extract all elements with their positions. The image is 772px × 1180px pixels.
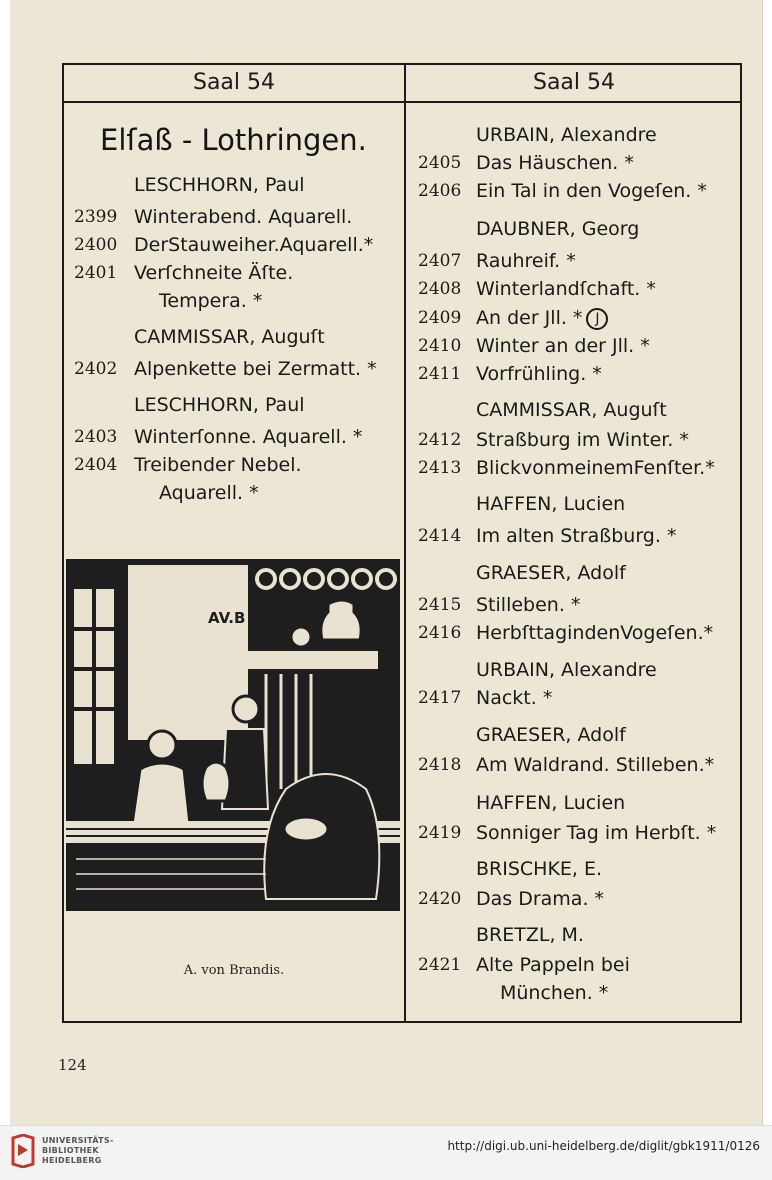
jury-stamp-icon: J	[586, 308, 608, 330]
catalog-number: 2417	[418, 688, 462, 708]
woodcut-monogram: AV.B	[208, 609, 246, 627]
artwork-title: Das Häuschen. *	[476, 152, 634, 174]
artist-name: LESCHHORN, Paul	[134, 174, 305, 196]
catalog-number: 2419	[418, 823, 462, 843]
artwork-title: Tempera. *	[159, 290, 263, 312]
library-logo-text: UNIVERSITÄTS- BIBLIOTHEK HEIDELBERG	[42, 1136, 114, 1165]
artist-name: HAFFEN, Lucien	[476, 493, 626, 515]
catalog-number: 2407	[418, 251, 462, 271]
artwork-title: Treibender Nebel.	[134, 454, 302, 476]
artwork-title: An der Jll. * J	[476, 306, 608, 330]
artist-name: HAFFEN, Lucien	[476, 792, 626, 814]
artist-name: LESCHHORN, Paul	[134, 394, 305, 416]
woodcut-illustration	[66, 559, 400, 911]
artist-name: URBAIN, Alexandre	[476, 124, 657, 146]
artwork-title: Aquarell. *	[159, 482, 259, 504]
page-frame	[62, 63, 742, 1023]
artwork-title: Stilleben. *	[476, 594, 581, 616]
catalog-number: 2401	[74, 263, 118, 283]
header-rule	[64, 101, 740, 103]
right-column-header: Saal 54	[532, 70, 616, 95]
artwork-title: Verſchneite Äſte.	[134, 262, 294, 284]
catalog-number: 2415	[418, 595, 462, 615]
library-logo-icon	[10, 1134, 36, 1168]
catalog-number: 2402	[74, 359, 118, 379]
artwork-title: Winterlandſchaft. *	[476, 278, 656, 300]
catalog-number: 2404	[74, 455, 118, 475]
artist-name: CAMMISSAR, Auguſt	[476, 399, 667, 421]
source-url-link[interactable]: http://digi.ub.uni-heidelberg.de/diglit/gbk1911/0126	[447, 1139, 760, 1153]
catalog-number: 2410	[418, 336, 462, 356]
catalog-number: 2400	[74, 235, 118, 255]
artwork-title: BlickvonmeinemFenſter.*	[476, 457, 715, 479]
page-number: 124	[58, 1056, 87, 1074]
catalog-number: 2413	[418, 458, 462, 478]
catalog-number: 2416	[418, 623, 462, 643]
artist-name: URBAIN, Alexandre	[476, 659, 657, 681]
catalog-number: 2418	[418, 755, 462, 775]
catalog-number: 2412	[418, 430, 462, 450]
artwork-title: HerbſttagindenVogeſen.*	[476, 622, 714, 644]
artist-name: CAMMISSAR, Auguſt	[134, 326, 325, 348]
artwork-title: München. *	[500, 982, 609, 1004]
artwork-title: Winter an der Jll. *	[476, 335, 650, 357]
catalog-number: 2406	[418, 181, 462, 201]
catalog-number: 2421	[418, 955, 462, 975]
catalog-number: 2399	[74, 207, 118, 227]
artist-name: BRETZL, M.	[476, 924, 584, 946]
catalog-page	[10, 0, 763, 1125]
catalog-number: 2409	[418, 308, 462, 328]
artwork-title: Am Waldrand. Stilleben.*	[476, 754, 715, 776]
artwork-title: Winterabend. Aquarell.	[134, 206, 353, 228]
artist-name: GRAESER, Adolf	[476, 724, 626, 746]
artwork-title: Straßburg im Winter. *	[476, 429, 689, 451]
left-column-header: Saal 54	[192, 70, 276, 95]
artwork-title: Winterſonne. Aquarell. *	[134, 426, 363, 448]
artwork-title: Rauhreif. *	[476, 250, 576, 272]
artist-name: DAUBNER, Georg	[476, 218, 640, 240]
artist-name: BRISCHKE, E.	[476, 858, 603, 880]
artist-name: GRAESER, Adolf	[476, 562, 626, 584]
catalog-number: 2403	[74, 427, 118, 447]
catalog-number: 2414	[418, 526, 462, 546]
artwork-title: Sonniger Tag im Herbſt. *	[476, 822, 717, 844]
catalog-number: 2411	[418, 364, 462, 384]
column-divider	[404, 65, 406, 1021]
artwork-title: Ein Tal in den Vogeſen. *	[476, 180, 707, 202]
artwork-title: Vorfrühling. *	[476, 363, 602, 385]
catalog-number: 2420	[418, 889, 462, 909]
artwork-title: Alte Pappeln bei	[476, 954, 630, 976]
artwork-title: DerStauweiher.Aquarell.*	[134, 234, 374, 256]
artwork-title: Nackt. *	[476, 687, 553, 709]
artwork-title: Im alten Straßburg. *	[476, 525, 677, 547]
illustration-caption: A. von Brandis.	[183, 963, 285, 978]
region-title: Elſaß - Lothringen.	[100, 123, 367, 157]
artwork-title: Das Drama. *	[476, 888, 605, 910]
library-footer	[0, 1125, 772, 1180]
artwork-title: Alpenkette bei Zermatt. *	[134, 358, 377, 380]
catalog-number: 2408	[418, 279, 462, 299]
catalog-number: 2405	[418, 153, 462, 173]
